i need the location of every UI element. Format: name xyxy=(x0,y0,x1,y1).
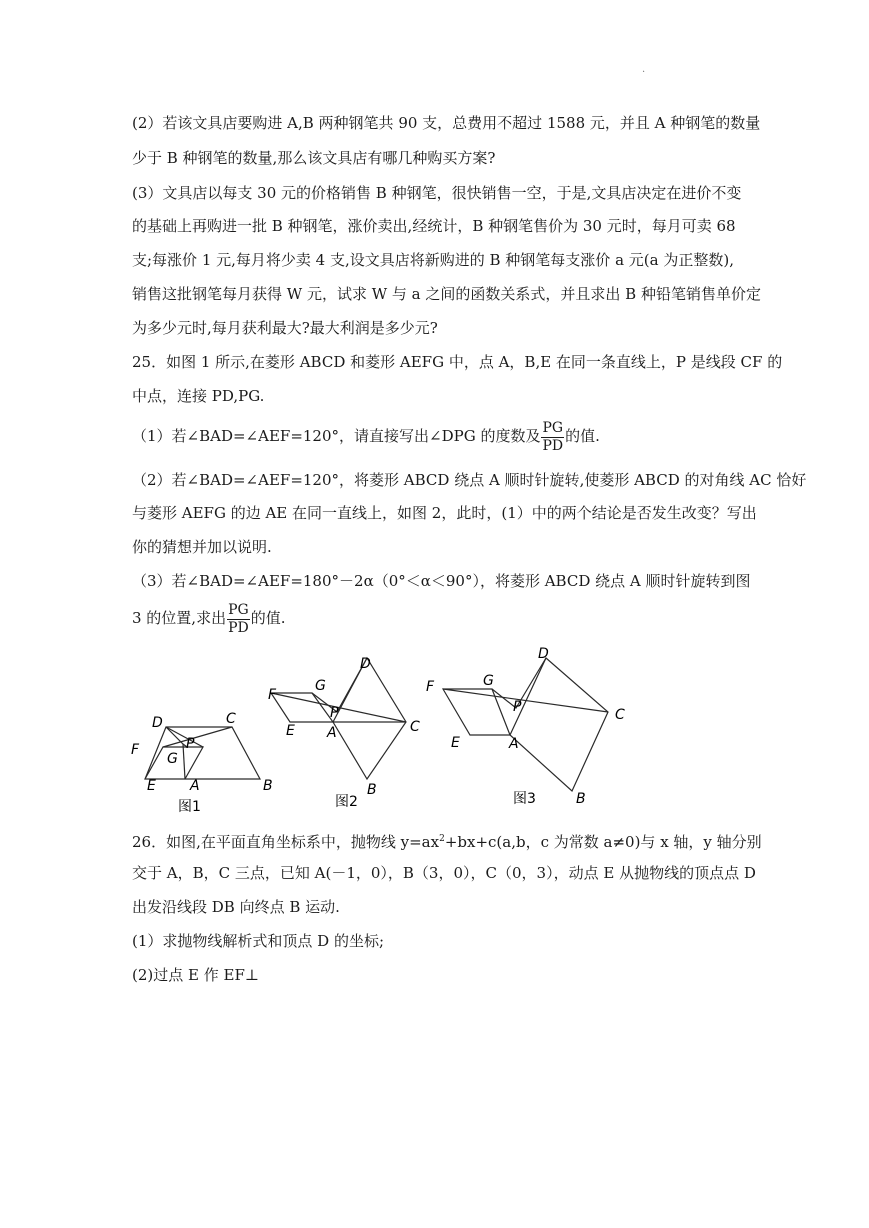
fig1-label-b: B xyxy=(263,778,273,794)
fig3-label-e: E xyxy=(451,735,460,751)
fig3-label-d: D xyxy=(538,646,549,662)
fig2-caption: 图2 xyxy=(335,794,358,810)
q24-part3-line4: 销售这批钢笔每月获得 W 元，试求 W 与 a 之间的函数关系式，并且求出 B 种铅笔销售单价定 xyxy=(132,285,761,303)
q26-part1: (1）求抛物线解析式和顶点 D 的坐标; xyxy=(132,932,385,950)
q26-part2: (2)过点 E 作 EF⊥ xyxy=(132,966,259,984)
fig2-label-f: F xyxy=(268,687,277,703)
fig1-label-e: E xyxy=(147,778,156,794)
fig2-label-c: C xyxy=(410,719,420,735)
figure-3-diagram xyxy=(443,658,608,791)
fig3-label-a: A xyxy=(509,736,519,752)
fig2-label-e: E xyxy=(286,723,295,739)
q25-part1-tail: 的值. xyxy=(565,427,600,445)
fig2-label-d: D xyxy=(360,656,371,672)
q25-part2-line2: 与菱形 AEFG 的边 AE 在同一直线上，如图 2，此时，(1）中的两个结论是否发生改变？写出 xyxy=(132,504,757,522)
q26-line1-tail: +bx+c(a,b，c 为常数 a≠0)与 x 轴，y 轴分别 xyxy=(444,833,762,851)
fraction-numerator: PG xyxy=(542,419,564,436)
fig1-caption: 图1 xyxy=(178,799,201,815)
q25-part3-line1: （3）若∠BAD=∠AEF=180°－2α（0°＜α＜90°），将菱形 ABCD 绕点 A 顺时针旋转到图 xyxy=(132,572,751,590)
q25-part2-line1: （2）若∠BAD=∠AEF=120°，将菱形 ABCD 绕点 A 顺时针旋转,使菱形 ABCD 的对角线 AC 恰好 xyxy=(132,471,807,489)
fig2-label-p: P xyxy=(330,705,339,721)
figure-2-diagram xyxy=(271,658,406,779)
q24-part3-line5: 为多少元时,每月获利最大?最大利润是多少元? xyxy=(132,319,438,337)
q25-part3-text: 3 的位置,求出 xyxy=(132,609,227,627)
q25-intro-line1: 25．如图 1 所示,在菱形 ABCD 和菱形 AEFG 中，点 A，B,E 在同一条直线上，P 是线段 CF 的 xyxy=(132,353,783,371)
fig3-label-b: B xyxy=(576,791,586,807)
exponent: 2 xyxy=(439,834,445,844)
q25-intro-line2: 中点，连接 PD,PG. xyxy=(132,387,265,405)
q26-line3: 出发沿线段 DB 向终点 B 运动. xyxy=(132,898,340,916)
q25-part2-line3: 你的猜想并加以说明. xyxy=(132,538,272,556)
q24-part2-line2: 少于 B 种钢笔的数量,那么该文具店有哪几种购买方案? xyxy=(132,149,496,167)
q24-part3-line3: 支;每涨价 1 元,每月将少卖 4 支,设文具店将新购进的 B 种钢笔每支涨价 a 元(a 为正整数), xyxy=(132,251,734,269)
q24-part3-line2: 的基础上再购进一批 B 种钢笔，涨价卖出,经统计，B 种钢笔售价为 30 元时，每月可卖 68 xyxy=(132,217,736,235)
q26-line1-text: 26．如图,在平面直角坐标系中，抛物线 y=ax xyxy=(132,833,440,851)
fig3-label-f: F xyxy=(426,679,435,695)
fig3-label-g: G xyxy=(483,673,494,689)
fig3-label-c: C xyxy=(615,707,625,723)
fig1-label-p: P xyxy=(186,736,195,752)
fraction-denominator: PD xyxy=(228,619,249,636)
q24-part2-line1: (2）若该文具店要购进 A,B 两种钢笔共 90 支，总费用不超过 1588 元，并且 A 种钢笔的数量 xyxy=(132,114,761,132)
fig1-label-g: G xyxy=(167,751,178,767)
fraction-denominator: PD xyxy=(542,437,564,454)
page-dot: . xyxy=(642,64,646,75)
fig2-label-b: B xyxy=(367,782,377,798)
q25-part3-tail: 的值. xyxy=(250,609,286,627)
fig1-label-c: C xyxy=(226,711,236,727)
fig1-label-f: F xyxy=(131,742,140,758)
q26-line1 xyxy=(132,829,762,852)
fig1-label-d: D xyxy=(152,715,163,731)
fraction-numerator: PG xyxy=(228,601,249,618)
q26-line2: 交于 A，B，C 三点，已知 A(－1，0），B（3，0），C（0，3），动点 E 从抛物线的顶点点 D xyxy=(132,864,756,882)
fig2-label-a: A xyxy=(327,725,337,741)
fig3-caption: 图3 xyxy=(513,791,536,807)
fig3-label-p: P xyxy=(513,699,522,715)
q24-part3-line1: (3）文具店以每支 30 元的价格销售 B 种钢笔，很快销售一空，于是,文具店决定在进价不变 xyxy=(132,184,742,202)
figure-1-diagram xyxy=(145,727,260,779)
fig1-label-a: A xyxy=(190,778,200,794)
fig2-label-g: G xyxy=(315,678,326,694)
q25-part1-text: （1）若∠BAD=∠AEF=120°，请直接写出∠DPG 的度数及 xyxy=(132,427,541,445)
